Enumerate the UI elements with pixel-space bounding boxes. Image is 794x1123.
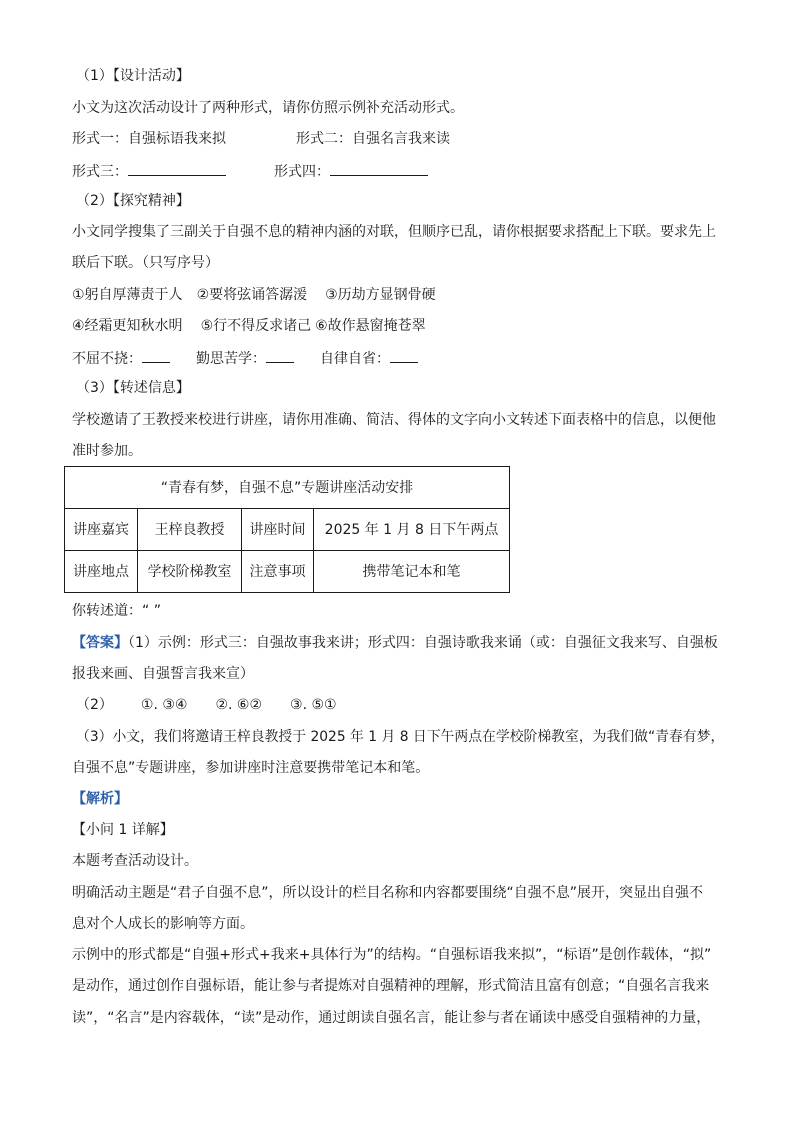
form3-blank — [128, 160, 226, 176]
table-cell: 学校阶梯教室 — [138, 551, 242, 593]
table-row — [65, 509, 510, 551]
q2-options-row1 — [72, 285, 436, 305]
analysis-p2-line1: 明确活动主题是“君子自强不息”，所以设计的栏目名称和内容都要围绕“自强不息”展开，突显出自强不 — [72, 885, 704, 901]
answer-2-item: ①. ③④ — [140, 697, 188, 713]
q2-instruction-line1: 小文同学搜集了三副关于自强不息的精神内涵的对联，但顺序已乱，请你根据要求搭配上下联。要求先上 — [72, 224, 716, 240]
q2-instruction-line2: 联后下联。（只写序号） — [72, 255, 219, 271]
table-cell: 2025 年 1 月 8 日下午两点 — [314, 509, 510, 551]
answer-tag: 【答案】 — [72, 635, 128, 651]
cat2-blank — [266, 347, 294, 363]
q3-relay: 你转述道：“ ” — [72, 603, 161, 619]
q2-heading: （2）【探究精神】 — [76, 193, 190, 209]
q2-options-row2 — [72, 316, 426, 336]
cat1-blank — [142, 347, 170, 363]
option-1: ①躬自厚薄责于人 — [72, 287, 183, 303]
table-title-row — [65, 467, 510, 509]
option-3: ③历劫方显钢骨硬 — [325, 287, 436, 303]
form3-label: 形式三： — [72, 164, 128, 180]
q1-heading: （1）【设计活动】 — [76, 68, 190, 84]
table-cell: 携带笔记本和笔 — [314, 551, 510, 593]
analysis-sub1: 【小问 1 详解】 — [72, 822, 174, 838]
table-cell: 注意事项 — [242, 551, 314, 593]
q3-instruction-line2: 准时参加。 — [72, 443, 142, 459]
analysis-p3-line3: 读”，“名言”是内容载体，“读”是动作，通过朗读自强名言，能让参与者在诵读中感受自强精神的力量， — [72, 1010, 711, 1026]
analysis-p3-line2: 是动作，通过创作自强标语，能让参与者提炼对自强精神的理解，形式简洁且富有创意；“自强名言我来 — [72, 978, 710, 994]
table-cell: 讲座嘉宾 — [65, 509, 138, 551]
answer-2-item: ③. ⑤① — [290, 697, 337, 713]
form4-label: 形式四： — [274, 164, 330, 180]
form4-blank — [330, 160, 428, 176]
answer-line1 — [72, 633, 718, 653]
option-5: ⑤行不得反求诸己 — [200, 318, 312, 334]
table-cell: 王梓良教授 — [138, 509, 242, 551]
analysis-p2-line2: 息对个人成长的影响等方面。 — [72, 916, 254, 932]
q3-heading: （3）【转述信息】 — [76, 380, 190, 396]
answer-3-line2: 自强不息”专题讲座，参加讲座时注意要携带笔记本和笔。 — [72, 760, 430, 776]
form2-text: 形式二：自强名言我来读 — [296, 131, 450, 147]
answer-3-line1: （3）小文，我们将邀请王梓良教授于 2025 年 1 月 8 日下午两点在学校阶梯教室，为我们做“青春有梦， — [76, 729, 725, 745]
answer-2 — [76, 695, 337, 715]
cat1-label: 不屈不挠： — [72, 351, 142, 367]
q1-forms-row1 — [72, 129, 450, 149]
lecture-schedule-table — [64, 466, 510, 593]
q2-categories — [72, 347, 418, 369]
answer-line2: 报我来画、自强誓言我来宣） — [72, 666, 254, 682]
option-2: ②要将弦诵答潺湲 — [196, 287, 308, 303]
analysis-p1: 本题考查活动设计。 — [72, 853, 198, 869]
q1-instruction: 小文为这次活动设计了两种形式，请你仿照示例补充活动形式。 — [72, 100, 464, 116]
table-title: “青春有梦，自强不息”专题讲座活动安排 — [65, 467, 510, 509]
cat3-blank — [390, 347, 418, 363]
q1-forms-row2 — [72, 160, 428, 182]
table-row — [65, 551, 510, 593]
table-cell: 讲座地点 — [65, 551, 138, 593]
form1-text: 形式一：自强标语我来拟 — [72, 131, 226, 147]
table-cell: 讲座时间 — [242, 509, 314, 551]
option-6: ⑥故作悬窗掩苍翠 — [315, 318, 426, 334]
option-4: ④经霜更知秋水明 — [72, 318, 183, 334]
answer-2-item: ②. ⑥② — [215, 697, 263, 713]
q3-instruction-line1: 学校邀请了王教授来校进行讲座，请你用准确、简洁、得体的文字向小文转述下面表格中的信息，以便他 — [72, 412, 716, 428]
analysis-p3-line1: 示例中的形式都是“自强+形式+我来+具体行为”的结构。“自强标语我来拟”，“标语”是创作载体，“拟” — [72, 947, 712, 963]
analysis-tag: 【解析】 — [72, 791, 128, 807]
answer-2-label: （2） — [76, 697, 113, 713]
cat2-label: 勤思苦学： — [196, 351, 266, 367]
answer-1-text: （1）示例：形式三：自强故事我来讲；形式四：自强诗歌我来诵（或：自强征文我来写、自强板 — [128, 635, 718, 651]
cat3-label: 自律自省： — [320, 351, 390, 367]
